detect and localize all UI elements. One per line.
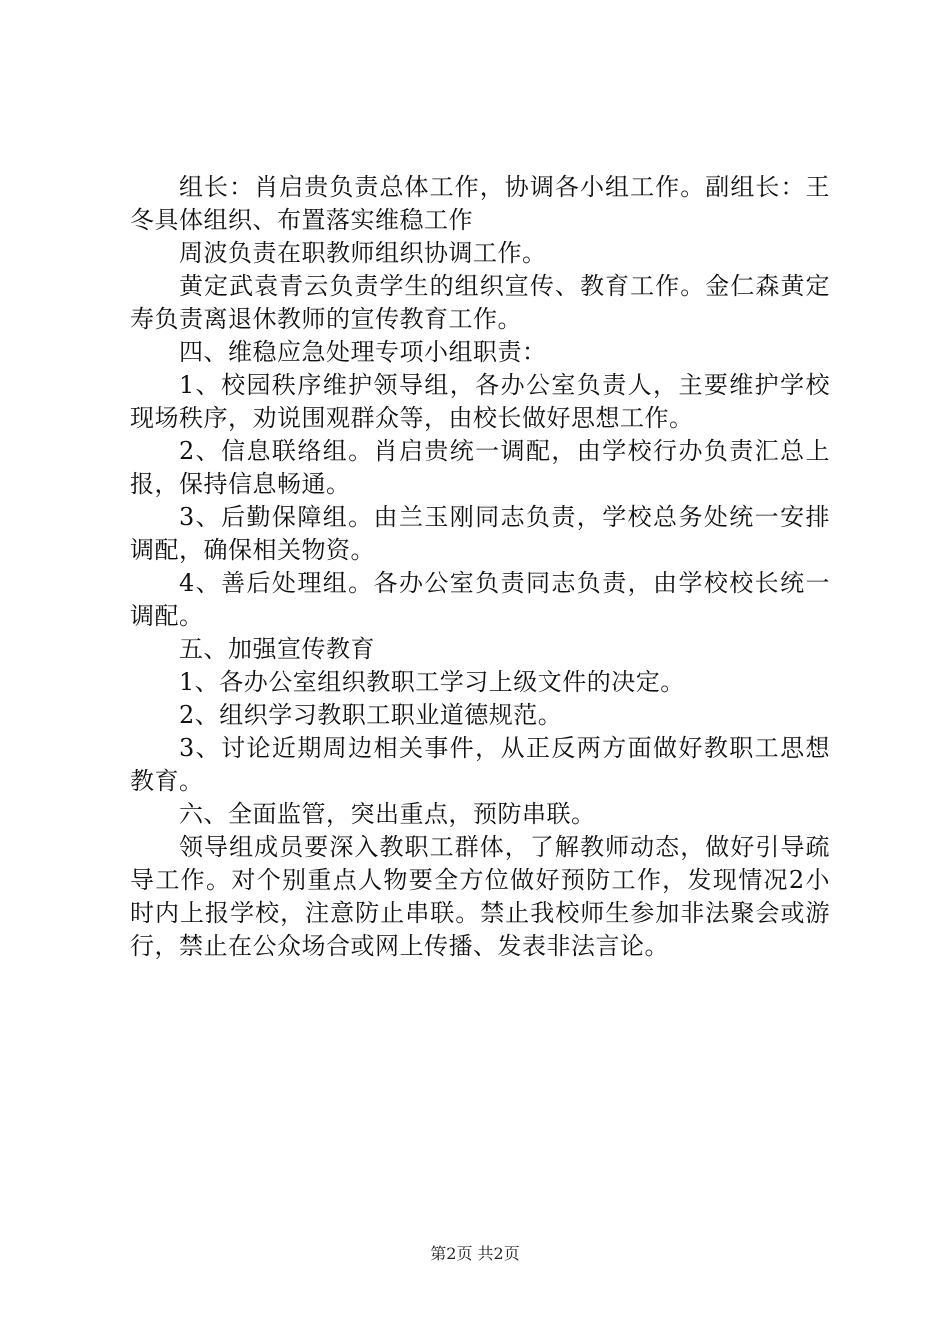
paragraph: 1、校园秩序维护领导组，各办公室负责人，主要维护学校现场秩序，劝说围观群众等，由校长做好思想工作。 [130, 371, 830, 432]
document-body [130, 171, 830, 963]
section-heading: 四、维稳应急处理专项小组职责： [179, 338, 547, 366]
paragraph: 3、后勤保障组。由兰玉刚同志负责，学校总务处统一安排调配，确保相关物资。 [130, 503, 830, 564]
paragraph: 2、信息联络组。肖启贵统一调配，由学校行办负责汇总上报，保持信息畅通。 [130, 437, 830, 498]
paragraph: 周波负责在职教师组织协调工作。 [179, 239, 547, 267]
section-heading: 六、全面监管，突出重点，预防串联。 [179, 800, 596, 828]
paragraph: 2、组织学习教职工职业道德规范。 [179, 701, 563, 729]
paragraph: 3、讨论近期周边相关事件，从正反两方面做好教职工思想教育。 [130, 734, 830, 795]
page-number-footer: 第2页 共2页 [430, 1244, 520, 1263]
paragraph: 1、各办公室组织教职工学习上级文件的决定。 [179, 668, 685, 696]
paragraph: 组长：肖启贵负责总体工作，协调各小组工作。副组长：王冬具体组织、布置落实维稳工作 [130, 173, 830, 234]
paragraph: 黄定武袁青云负责学生的组织宣传、教育工作。金仁森黄定寿负责离退休教师的宣传教育工作。 [130, 272, 830, 333]
paragraph: 4、善后处理组。各办公室负责同志负责，由学校校长统一调配。 [130, 569, 830, 630]
section-heading: 五、加强宣传教育 [179, 635, 375, 663]
paragraph: 领导组成员要深入教职工群体，了解教师动态，做好引导疏导工作。对个别重点人物要全方位做好预防工作，发现情况2小时内上报学校，注意防止串联。禁止我校师生参加非法聚会或游行，禁止在公众场合或网上传播、发表非法言论。 [130, 833, 830, 960]
